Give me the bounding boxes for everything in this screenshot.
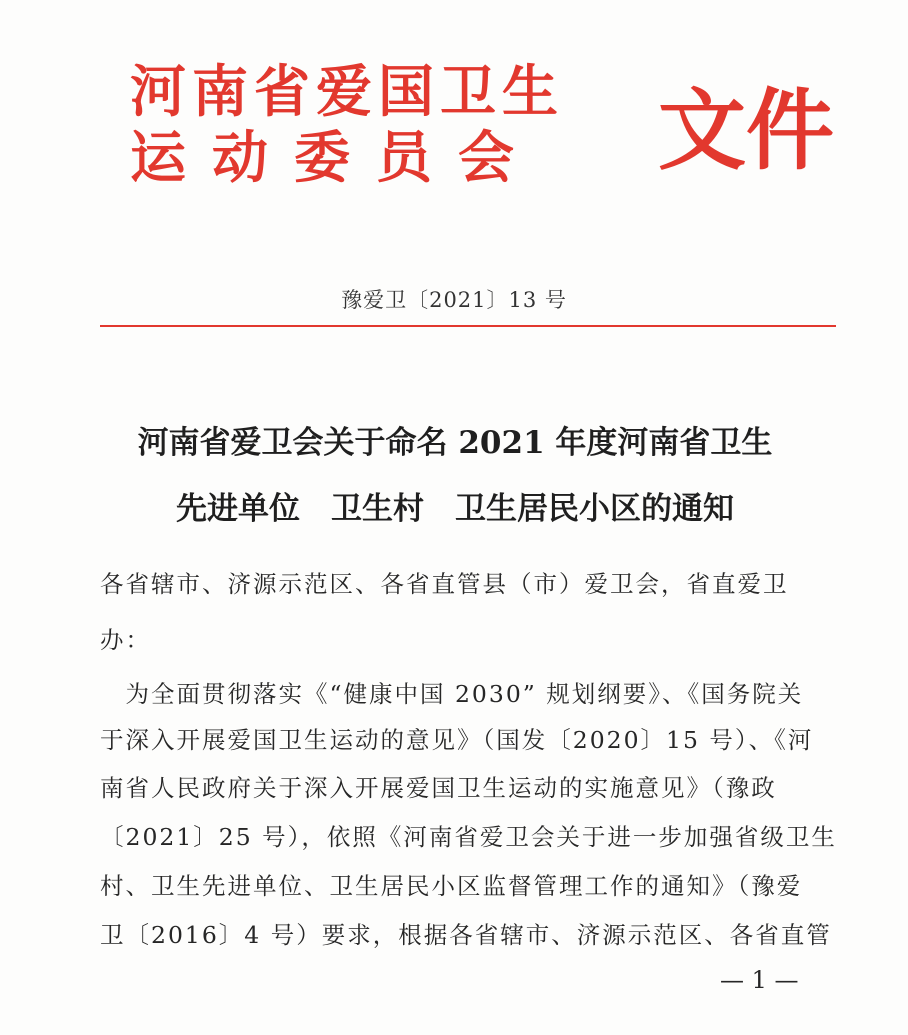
issuer-name-line-1: 河南省爱国卫生	[130, 59, 564, 125]
document-title-line-1: 河南省爱卫会关于命名 2021 年度河南省卫生	[137, 425, 773, 461]
body-line: 办：	[100, 626, 151, 654]
document-title-line-2: 先进单位 卫生村 卫生居民小区的通知	[176, 491, 734, 527]
body-line: 南省人民政府关于深入开展爱国卫生运动的实施意见》（豫政	[100, 774, 777, 802]
body-line: 为全面贯彻落实《“健康中国 2030” 规划纲要》、《国务院关	[100, 680, 804, 708]
body-line: 〔2021〕25 号），依照《河南省爱卫会关于进一步加强省级卫生	[100, 823, 837, 851]
document-type-label: 文件	[658, 78, 835, 182]
body-line: 各省辖市、济源示范区、各省直管县（市）爱卫会，省直爱卫	[100, 570, 789, 598]
body-line: 卫〔2016〕4 号）要求，根据各省辖市、济源示范区、各省直管	[100, 921, 832, 949]
document-number: 豫爱卫〔2021〕13 号	[341, 288, 567, 312]
issuer-name-line-2: 运动委员会	[130, 125, 540, 191]
page-number: — 1 —	[720, 966, 799, 994]
document-header	[130, 59, 835, 202]
body-line: 村、卫生先进单位、卫生居民小区监督管理工作的通知》（豫爱	[100, 872, 803, 900]
body-line: 于深入开展爱国卫生运动的意见》（国发〔2020〕15 号）、《河	[100, 726, 814, 754]
header-divider	[100, 325, 836, 327]
